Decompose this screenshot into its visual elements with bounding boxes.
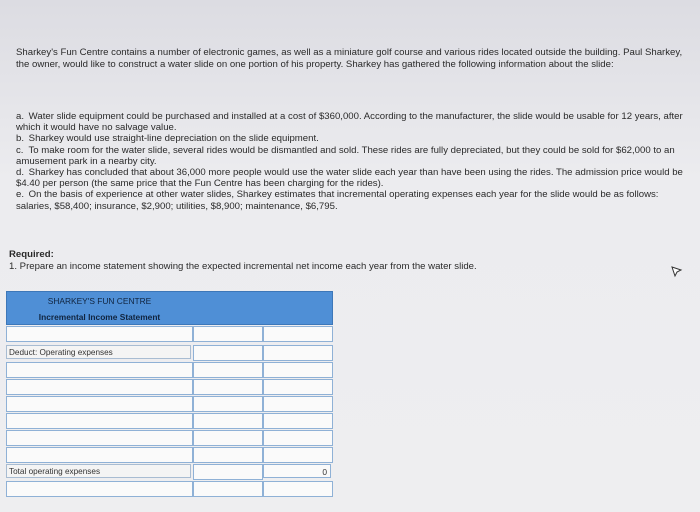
line-item-input[interactable] [6,326,193,342]
fact-b [16,133,686,144]
fact-text: To make room for the water slide, several rides would be dismantled and sold. These rides are fully depreciated, but they could be sold for $62,000 to an amusement park in a nearby city. [16,144,675,167]
expense-item-input[interactable] [6,396,193,412]
table-row [6,481,333,496]
amount-input[interactable] [193,396,263,412]
statement-title: Incremental Income Statement [38,312,161,322]
fact-label: c. [16,144,24,156]
fact-text: Water slide equipment could be purchased and installed at a cost of $360,000. According to the manufacturer, the slide would be usable for 12 years, after which it would have no salvage value. [16,111,683,134]
fact-e [16,189,686,211]
amount-input[interactable] [193,481,263,497]
income-statement-table [6,291,333,477]
mouse-cursor-icon [670,265,684,279]
table-row [6,396,333,411]
expense-item-input[interactable] [6,362,193,378]
total-input[interactable] [263,481,333,497]
problem-intro: Sharkey's Fun Centre contains a number of electronic games, as well as a miniature golf course and various rides located outside the building. Paul Sharkey, the owner, would like to construct a water slide on one portion of his property. Sharkey has gathered the following information about the slide: [16,47,683,70]
table-row [6,379,333,394]
total-input[interactable] [263,447,333,463]
table-row [6,464,333,479]
total-input[interactable] [263,396,333,412]
required-heading: Required: [9,249,54,260]
deduct-operating-expenses-label: Deduct: Operating expenses [6,345,191,359]
amount-input[interactable] [193,413,263,429]
total-operating-expenses-label: Total operating expenses [6,464,191,478]
amount-input[interactable] [193,326,263,342]
facts-list [16,111,686,212]
expense-item-input[interactable] [6,379,193,395]
table-row [6,430,333,445]
table-row [6,413,333,428]
amount-input[interactable] [193,447,263,463]
fact-text: Sharkey would use straight-line depreciation on the slide equipment. [28,133,319,145]
expense-item-input[interactable] [6,430,193,446]
fact-d [16,167,686,189]
required-question: 1. Prepare an income statement showing the expected incremental net income each year from the water slide. [9,261,477,272]
amount-input[interactable] [193,362,263,378]
amount-input[interactable] [193,379,263,395]
table-row [6,326,333,341]
total-input[interactable] [263,379,333,395]
total-input[interactable] [263,326,333,342]
fact-label: e. [16,189,25,201]
fact-text: Sharkey has concluded that about 36,000 more people would use the water slide each year than have been using the rides. The admission price would be $4.40 per person (the same price that the Fun Centre has been charging for the rides). [16,167,683,190]
total-input[interactable] [263,362,333,378]
table-row [6,447,333,462]
fact-label: a. [16,111,25,122]
expense-item-input[interactable] [6,413,193,429]
total-input[interactable] [263,345,333,361]
line-item-input[interactable] [6,481,193,497]
fact-text: On the basis of experience at other water slides, Sharkey estimates that incremental operating expenses each year for the slide would be as follows: salaries, $58,400; insurance, $2,900; utilities, $8,900; maintenance, $6,795. [16,189,659,212]
table-row [6,345,333,360]
company-name: SHARKEY'S FUN CENTRE [47,296,152,306]
fact-label: b. [16,133,25,145]
amount-input[interactable] [193,430,263,446]
fact-c [16,145,686,167]
fact-label: d. [16,167,25,179]
total-input[interactable] [263,430,333,446]
fact-a [16,111,686,133]
expense-item-input[interactable] [6,447,193,463]
total-operating-expenses-value: 0 [263,464,331,478]
table-row [6,362,333,377]
statement-header [6,291,333,325]
amount-input[interactable] [193,464,263,480]
total-input[interactable] [263,413,333,429]
amount-input[interactable] [193,345,263,361]
